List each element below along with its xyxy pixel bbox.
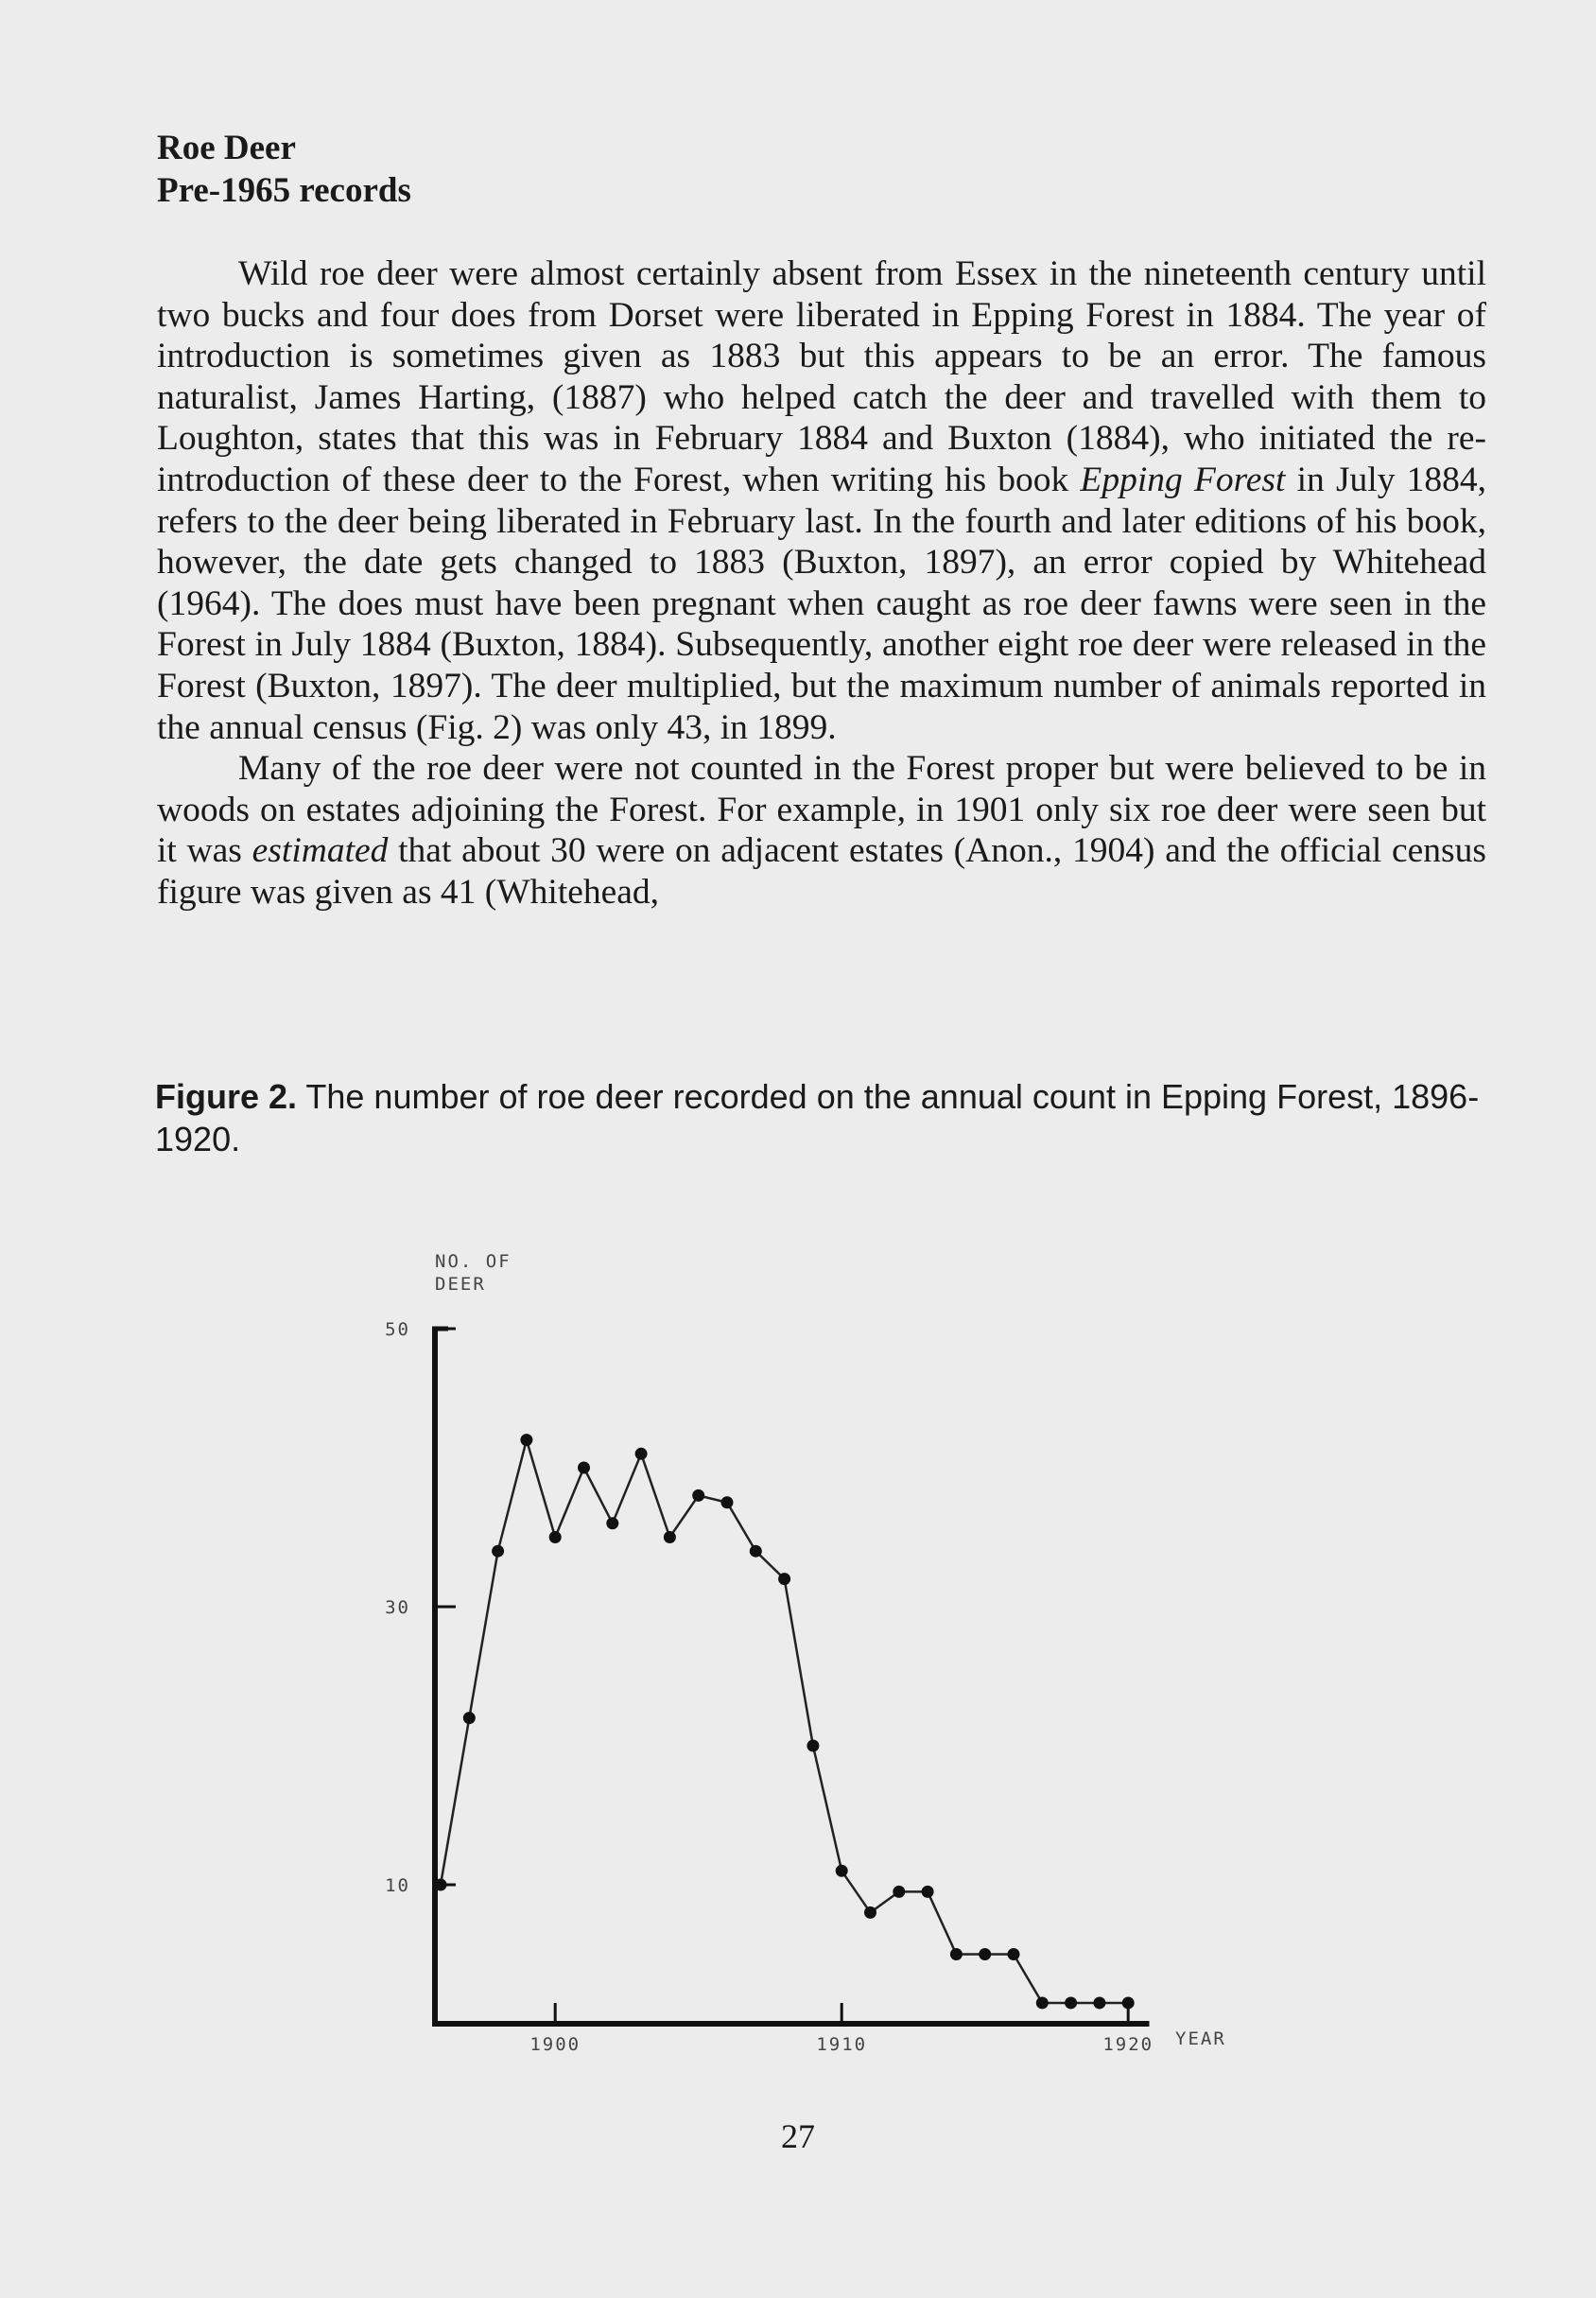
paragraph-1-text-a: Wild roe deer were almost certainly absent from Essex in the nineteenth century until two bucks and four does from Dorset were liberated in Epping Forest in 1884. The year of introduction is sometimes given as 1883 but this appears to be an error. The famous naturalist, James Harting, (1887) who helped catch the deer and travelled with them to Loughton, states that this was in February 1884 and Buxton (1884), who initiated the re-introduction of these deer to the Forest, when writing his book: [157, 254, 1486, 499]
data-point-1906: [721, 1496, 734, 1508]
y-axis-label-line1: NO. OF: [435, 1251, 512, 1272]
line-chart: [359, 1239, 1248, 2071]
data-point-1913: [922, 1886, 934, 1898]
x-tick-label-1910: 1910: [816, 2034, 868, 2055]
data-point-1917: [1036, 1996, 1049, 2009]
data-point-1902: [606, 1517, 618, 1529]
data-point-1915: [979, 1948, 991, 1960]
body-text: [157, 253, 1486, 914]
data-point-1911: [864, 1906, 876, 1919]
x-axis-label: YEAR: [1175, 2028, 1226, 2049]
data-point-1898: [492, 1545, 504, 1558]
heading-subtitle: Pre-1965 records: [157, 171, 411, 210]
y-tick-label-50: 50: [385, 1319, 410, 1340]
data-point-1909: [807, 1740, 819, 1752]
data-point-1918: [1065, 1996, 1077, 2009]
data-point-1905: [692, 1489, 704, 1502]
x-tick-label-1920: 1920: [1102, 2034, 1154, 2055]
data-point-1920: [1122, 1996, 1135, 2009]
section-heading: [157, 127, 1481, 212]
paragraph-2: [157, 748, 1486, 913]
data-point-1907: [750, 1545, 762, 1558]
data-point-1910: [836, 1865, 848, 1877]
estimated-italic: estimated: [252, 831, 389, 871]
figure-caption-text: The number of roe deer recorded on the annual count in Epping Forest, 1896-1920.: [155, 1077, 1480, 1158]
y-tick-label-10: 10: [385, 1875, 410, 1896]
data-point-1919: [1093, 1996, 1105, 2009]
data-point-1901: [578, 1462, 590, 1474]
figure-2-chart: [359, 1239, 1248, 2071]
paragraph-2-text-a: Many of the roe deer were not counted in the Forest proper but were believed to be in woods on estates adjoining the Forest. For example, in 1901 only six roe deer were seen but it was: [157, 749, 1486, 871]
data-point-1908: [778, 1573, 790, 1585]
page-number: 27: [781, 2117, 815, 2155]
y-axis-label-line2: DEER: [435, 1274, 486, 1295]
book-title-italic: Epping Forest: [1080, 460, 1286, 499]
paragraph-1-text-b: in July 1884, refers to the deer being liberated in February last. In the fourth and later editions of his book, however, the date gets changed to 1883 (Buxton, 1897), an error copied by Whitehead (1964). The does must have been pregnant when caught as roe deer fawns were seen in the Forest in July 1884 (Buxton, 1884). Subsequently, another eight roe deer were released in the Forest (Buxton, 1897). The deer multiplied, but the maximum number of animals reported in the annual census (Fig. 2) was only 43, in 1899.: [157, 460, 1487, 747]
data-point-1897: [463, 1712, 476, 1724]
y-tick-label-30: 30: [385, 1597, 410, 1618]
chart-ticks: [385, 1319, 1154, 2055]
heading-title: Roe Deer: [157, 129, 296, 167]
paragraph-1: [157, 253, 1486, 748]
data-point-1899: [520, 1434, 532, 1446]
x-tick-label-1900: 1900: [529, 2034, 581, 2055]
figure-caption: [155, 1075, 1488, 1160]
series-line: [441, 1440, 1128, 2003]
paragraph-2-text-b: that about 30 were on adjacent estates (Anon., 1904) and the official census figure was given as 41 (Whitehead,: [157, 831, 1486, 912]
data-point-1896: [435, 1879, 447, 1891]
data-point-1903: [635, 1448, 648, 1460]
figure-label: Figure 2.: [155, 1077, 298, 1116]
data-point-1914: [950, 1948, 963, 1960]
data-point-1912: [893, 1886, 905, 1898]
data-point-1904: [664, 1531, 676, 1543]
data-point-1916: [1008, 1948, 1020, 1960]
chart-axes: [432, 1327, 1150, 2027]
data-point-1900: [549, 1531, 562, 1543]
chart-series: [435, 1434, 1135, 2009]
